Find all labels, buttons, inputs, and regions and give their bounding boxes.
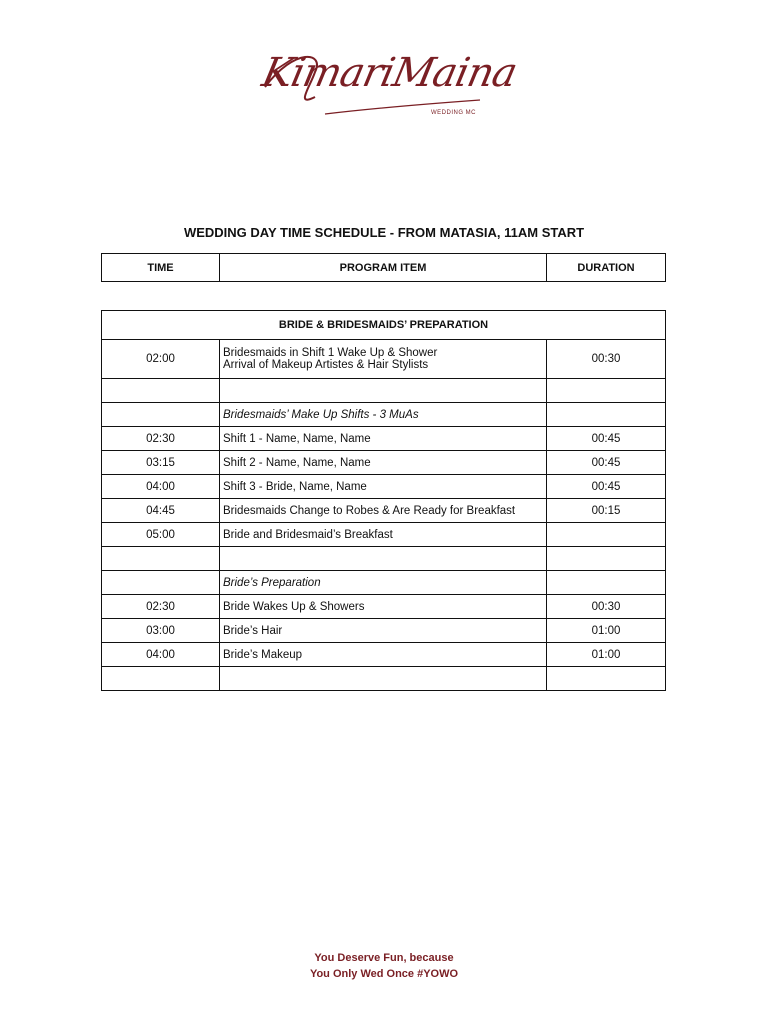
table-row [102, 379, 666, 403]
row-subheading: Bride’s Preparation [220, 571, 547, 595]
row-time [102, 571, 220, 595]
column-header-table [101, 253, 666, 282]
row-duration [547, 547, 666, 571]
row-program-line-2: Arrival of Makeup Artistes & Hair Stylists [223, 359, 429, 371]
row-time: 04:45 [102, 499, 220, 523]
logo-subtitle: WEDDING MC [431, 110, 476, 116]
table-row [102, 643, 666, 667]
table-row [102, 403, 666, 427]
row-duration [547, 403, 666, 427]
table-row [102, 571, 666, 595]
table-row [102, 619, 666, 643]
row-duration [547, 523, 666, 547]
row-duration: 00:45 [547, 427, 666, 451]
table-row [102, 451, 666, 475]
row-time: 04:00 [102, 475, 220, 499]
row-duration: 00:15 [547, 499, 666, 523]
table-row [102, 475, 666, 499]
row-time: 03:00 [102, 619, 220, 643]
row-time: 03:15 [102, 451, 220, 475]
column-header-program: PROGRAM ITEM [220, 254, 547, 282]
row-program-item: Shift 2 - Name, Name, Name [220, 451, 547, 475]
table-row [102, 667, 666, 691]
footer-tagline [0, 950, 768, 982]
row-duration: 00:30 [547, 340, 666, 379]
row-duration [547, 379, 666, 403]
row-program-item [220, 379, 547, 403]
column-header-time: TIME [102, 254, 220, 282]
brand-logo [255, 42, 521, 132]
row-time [102, 403, 220, 427]
page-title: WEDDING DAY TIME SCHEDULE - FROM MATASIA, 11AM START [183, 225, 585, 240]
row-program-item: Shift 3 - Bride, Name, Name [220, 475, 547, 499]
section-heading: BRIDE & BRIDESMAIDS’ PREPARATION [102, 311, 666, 340]
table-row [102, 523, 666, 547]
row-time: 02:00 [102, 340, 220, 379]
row-program-item: Bride and Bridesmaid’s Breakfast [220, 523, 547, 547]
footer-line-1: You Deserve Fun, because [314, 952, 454, 964]
table-row [102, 499, 666, 523]
logo-script-text: KimariMaina [258, 50, 521, 96]
row-program-item: Bridesmaids Change to Robes & Are Ready for Breakfast [220, 499, 547, 523]
footer-line-2: You Only Wed Once #YOWO [309, 968, 459, 980]
row-duration: 00:45 [547, 475, 666, 499]
row-program-item: Bride’s Hair [220, 619, 547, 643]
row-time: 02:30 [102, 595, 220, 619]
row-program-item [220, 547, 547, 571]
row-duration: 00:30 [547, 595, 666, 619]
table-row [102, 427, 666, 451]
row-time: 04:00 [102, 643, 220, 667]
row-program-item: Shift 1 - Name, Name, Name [220, 427, 547, 451]
table-row [102, 340, 666, 379]
column-header-duration: DURATION [547, 254, 666, 282]
row-duration: 00:45 [547, 451, 666, 475]
row-time: 05:00 [102, 523, 220, 547]
row-program-item: Bride Wakes Up & Showers [220, 595, 547, 619]
row-program-item: Bride’s Makeup [220, 643, 547, 667]
schedule-table [101, 310, 666, 691]
row-program-item [220, 340, 547, 379]
row-time [102, 379, 220, 403]
row-time [102, 547, 220, 571]
row-program-item [220, 667, 547, 691]
row-duration [547, 667, 666, 691]
table-row [102, 595, 666, 619]
row-subheading: Bridesmaids’ Make Up Shifts - 3 MuAs [220, 403, 547, 427]
row-duration [547, 571, 666, 595]
table-row [102, 547, 666, 571]
row-duration: 01:00 [547, 619, 666, 643]
row-program-line-1: Bridesmaids in Shift 1 Wake Up & Shower [223, 347, 438, 359]
row-time [102, 667, 220, 691]
row-time: 02:30 [102, 427, 220, 451]
row-duration: 01:00 [547, 643, 666, 667]
